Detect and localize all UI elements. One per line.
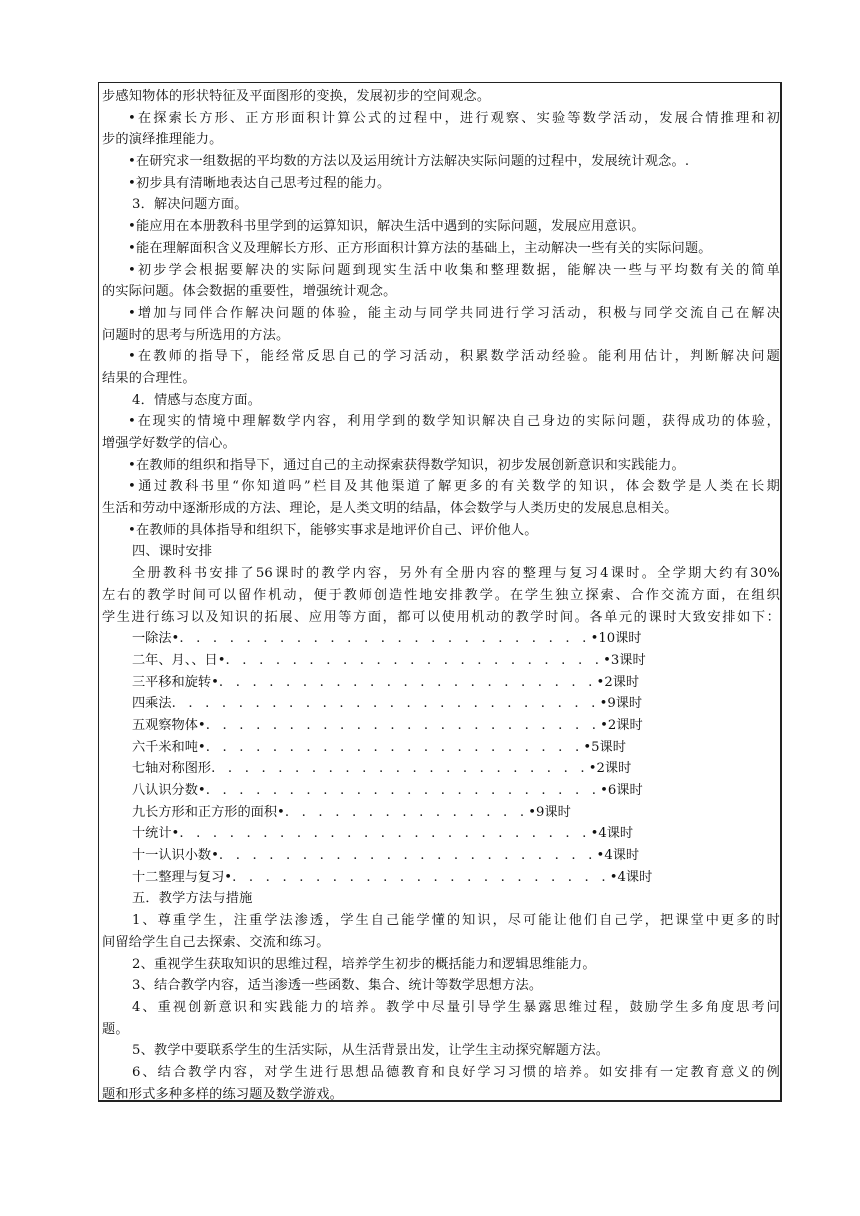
paragraph-line: •在教师的组织和指导下，通过自己的主动探索获得数学知识，初步发展创新意识和实践能力。 bbox=[128, 457, 685, 473]
schedule-unit: 十统计• bbox=[132, 826, 180, 842]
paragraph-line: 增强学好数学的信心。 bbox=[102, 436, 236, 451]
method-line: 3、结合教学内容，适当渗透一些函数、集合、统计等数学思想方法。 bbox=[132, 978, 543, 994]
method-line: 6、结合教学内容，对学生进行思想品德教育和良好学习习惯的培养。如安排有一定教育意义的例 bbox=[132, 1064, 780, 1080]
paragraph-line: •通过教科书里“你知道吗”栏目及其他渠道了解更多的有关数学的知识，体会数学是人类在长期 bbox=[128, 479, 780, 495]
paragraph-line: 全册教科书安排了56课时的教学内容，另外有全册内容的整理与复习4课时。全学期大约有30% bbox=[132, 566, 780, 582]
schedule-row bbox=[102, 672, 780, 694]
schedule-hours: •3课时 bbox=[603, 652, 646, 668]
schedule-leader-dots: . . . . . . . . . . . . . . . . . . . . . . . bbox=[232, 869, 610, 885]
schedule-hours: •10课时 bbox=[590, 631, 642, 647]
schedule-row bbox=[102, 845, 780, 867]
paragraph-line: 的实际问题。体会数据的重要性，增强统计观念。 bbox=[102, 284, 397, 300]
schedule-leader-dots: . . . . . . . . . . . . . . . . . . . . . . . bbox=[225, 652, 604, 668]
paragraph-line: 问题时的思考与所选用的方法。 bbox=[102, 327, 290, 343]
paragraph-line: 步的演绎推理能力。 bbox=[102, 132, 223, 148]
method-line: 题。 bbox=[102, 1021, 129, 1037]
paragraph-line: •增加与同伴合作解决问题的体验，能主动与同学共同进行学习活动，积极与同学交流自己在解决 bbox=[128, 305, 780, 321]
schedule-hours: •9课时 bbox=[599, 696, 643, 712]
schedule-leader-dots: . . . . . . . . . . . . . . . . . . . . . . . bbox=[205, 739, 584, 755]
schedule-row bbox=[102, 867, 780, 889]
paragraph-line: •初步学会根据要解决的实际问题到现实生活中收集和整理数据，能解决一些与平均数有关的简单 bbox=[128, 262, 780, 278]
method-line: 间留给学生自己去探索、交流和练习。 bbox=[102, 934, 330, 950]
schedule-hours: •2课时 bbox=[600, 717, 643, 733]
schedule-row bbox=[102, 693, 780, 715]
schedule-hours: •6课时 bbox=[600, 783, 643, 798]
method-line: 题和形式多种多样的练习题及数学游戏。 bbox=[102, 1086, 343, 1102]
schedule-leader-dots: . . . . . . . . . . . . . . . . . . . . . . . . . bbox=[179, 631, 591, 647]
schedule-leader-dots: . . . . . . . . . . . . . . . . . . . . . . . . . . bbox=[171, 696, 600, 712]
schedule-unit: 七轴对称图形 bbox=[132, 761, 212, 777]
paragraph-line: •能应用在本册教科书里学到的运算知识，解决生活中遇到的实际问题，发展应用意识。 bbox=[128, 219, 645, 235]
schedule-leader-dots: . . . . . . . . . . . . . . . . . . . . . . . bbox=[211, 761, 589, 777]
paragraph-line: 左右的教学时间可以留作机动，便于教师创造性地安排教学。在学生独立探索、合作交流方面，在组织 bbox=[102, 587, 780, 603]
schedule-unit: 一除法• bbox=[132, 631, 180, 647]
schedule-hours: •9课时 bbox=[528, 804, 571, 820]
schedule-row bbox=[102, 628, 780, 650]
paragraph-line: •在探索长方形、正方形面积计算公式的过程中，进行观察、实验等数学活动，发展合情推理和初 bbox=[128, 110, 780, 126]
paragraph-line: •在教师的指导下，能经常反思自己的学习活动，积累数学活动经验。能利用估计，判断解决问题 bbox=[128, 349, 780, 365]
schedule-row bbox=[102, 780, 780, 802]
schedule-unit: 十一认识小数• bbox=[132, 848, 219, 864]
schedule-unit: 八认识分数• bbox=[132, 783, 206, 798]
paragraph-line: 3．解决问题方面。 bbox=[132, 197, 248, 213]
schedule-leader-dots: . . . . . . . . . . . . . . . . . . . . . . . . bbox=[205, 717, 601, 733]
schedule-unit: 六千米和吨• bbox=[132, 739, 206, 755]
method-line: 五．教学方法与措施 bbox=[132, 891, 253, 907]
method-line: 1、尊重学生，注重学法渗透，学生自己能学懂的知识，尽可能让他们自己学，把课堂中更多的时 bbox=[132, 913, 780, 929]
objectives-section bbox=[102, 86, 780, 628]
schedule-row bbox=[102, 650, 780, 672]
paragraph-line: •在教师的具体指导和组织下，能够实事求是地评价自己、评价他人。 bbox=[128, 522, 538, 538]
schedule-unit: 九长方形和正方形的面积• bbox=[132, 804, 285, 820]
schedule-row bbox=[102, 802, 780, 824]
schedule-unit: 三平移和旋转• bbox=[132, 674, 219, 690]
document-body bbox=[102, 86, 780, 1105]
paragraph-line: •在现实的情境中理解数学内容，利用学到的数学知识解决自己身边的实际问题，获得成功的体验， bbox=[128, 414, 780, 430]
schedule-hours: •2课时 bbox=[588, 761, 632, 777]
methods-section bbox=[102, 888, 780, 1105]
schedule-unit: 五观察物体• bbox=[132, 717, 206, 733]
schedule-row bbox=[102, 758, 780, 780]
paragraph-line: •在研究求一组数据的平均数的方法以及运用统计方法解决实际问题的过程中，发展统计观念。. bbox=[128, 154, 690, 170]
schedule-hours: •5课时 bbox=[583, 739, 626, 755]
schedule-leader-dots: . . . . . . . . . . . . . . . bbox=[284, 804, 529, 820]
schedule-leader-dots: . . . . . . . . . . . . . . . . . . . . . . . . . bbox=[179, 826, 591, 842]
schedule-hours: •4课时 bbox=[609, 869, 653, 885]
paragraph-line: •能在理解面积含义及理解长方形、正方形面积计算方法的基础上，主动解决一些有关的实际问题。 bbox=[128, 240, 712, 256]
paragraph-line: 4．情感与态度方面。 bbox=[132, 392, 262, 408]
schedule-row bbox=[102, 823, 780, 845]
schedule-row bbox=[102, 715, 780, 737]
paragraph-line: 四、课时安排 bbox=[132, 544, 213, 560]
schedule-hours: •4课时 bbox=[590, 826, 634, 842]
paragraph-line: •初步具有清晰地表达自己思考过程的能力。 bbox=[128, 175, 391, 191]
schedule-unit: 四乘法 bbox=[132, 696, 172, 712]
paragraph-line: 学生进行练习以及知识的拓展、应用等方面，都可以使用机动的教学时间。各单元的课时大致安排如下： bbox=[102, 609, 780, 625]
schedule-list bbox=[102, 628, 780, 888]
paragraph-line: 生活和劳动中逐渐形成的方法、理论，是人类文明的结晶，体会数学与人类历史的发展息息相关。 bbox=[102, 501, 678, 517]
paragraph-line: 步感知物体的形状特征及平面图形的变换，发展初步的空间观念。 bbox=[102, 89, 491, 104]
schedule-leader-dots: . . . . . . . . . . . . . . . . . . . . . . . bbox=[218, 848, 597, 864]
schedule-hours: •2课时 bbox=[596, 674, 640, 690]
method-line: 5、教学中要联系学生的生活实际，从生活背景出发，让学生主动探究解题方法。 bbox=[132, 1043, 610, 1059]
schedule-unit: 十二整理与复习• bbox=[132, 869, 233, 885]
schedule-leader-dots: . . . . . . . . . . . . . . . . . . . . . . . . bbox=[205, 783, 601, 798]
method-line: 2、重视学生获取知识的思维过程，培养学生初步的概括能力和逻辑思维能力。 bbox=[132, 956, 596, 972]
schedule-row bbox=[102, 737, 780, 759]
paragraph-line: 结果的合理性。 bbox=[102, 370, 196, 386]
schedule-unit: 二年、月、、日• bbox=[132, 652, 226, 668]
schedule-hours: •4课时 bbox=[596, 848, 640, 864]
method-line: 4、重视创新意识和实践能力的培养。教学中尽量引导学生暴露思维过程，鼓励学生多角度思考问 bbox=[132, 999, 780, 1015]
schedule-leader-dots: . . . . . . . . . . . . . . . . . . . . . . . bbox=[218, 674, 597, 690]
